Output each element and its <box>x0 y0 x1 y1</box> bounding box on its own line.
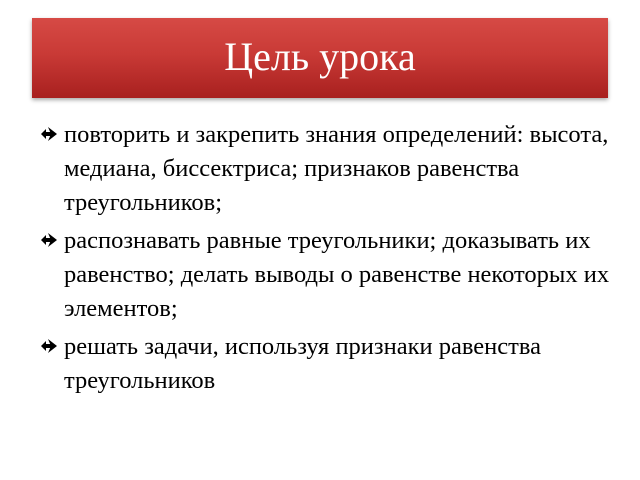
bullet-text: распознавать равные треугольники; доказывать их равенство; делать выводы о равенстве некоторых их элементов; <box>64 227 610 322</box>
bullet-text: решать задачи, используя признаки равенства треугольников <box>64 333 541 394</box>
list-item <box>40 224 610 326</box>
checkmark-arrow-icon <box>40 231 58 254</box>
bullet-text: повторить и закрепить знания определений: высота, медиана, биссектриса; признаков равенства треугольников; <box>64 121 609 216</box>
title-bar <box>32 18 608 98</box>
bullet-list <box>40 118 610 402</box>
slide-title: Цель урока <box>224 34 416 79</box>
checkmark-arrow-icon <box>40 125 58 148</box>
checkmark-arrow-icon <box>40 337 58 360</box>
list-item <box>40 118 610 220</box>
list-item <box>40 330 610 398</box>
